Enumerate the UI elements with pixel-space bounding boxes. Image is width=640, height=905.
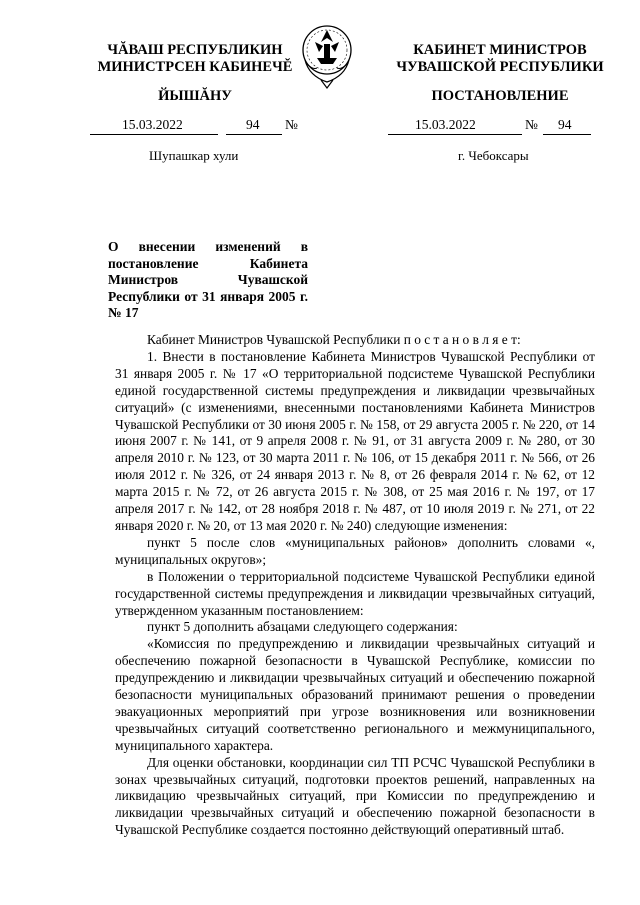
right-number-underline: [543, 133, 591, 135]
right-date: 15.03.2022: [415, 117, 476, 132]
header-left: [90, 42, 300, 76]
paragraph-intro: Кабинет Министров Чувашской Республики п о с т а н о в л я е т:: [147, 332, 521, 347]
paragraph-1: 1. Внести в постановление Кабинета Министров Чувашской Республики от 31 января 2005 г. № 17 «О территориальной подсистеме Чувашской Республики единой государственной системы предупреждения и ликвидации чрезвычайных ситуаций» (с изменениями, внесенными постановлениями Кабинета Министров Чувашской Республики от 30 июня 2005 г. № 158, от 29 августа 2005 г. № 220, от 14 июня 2007 г. № 141, от 9 апреля 2008 г. № 91, от 31 августа 2009 г. № 280, от 30 апреля 2010 г. № 123, от 30 марта 2011 г. № 106, от 15 декабря 2011 г. № 566, от 26 июля 2012 г. № 326, от 24 января 2013 г. № 8, от 26 февраля 2014 г. № 62, от 12 марта 2015 г. № 72, от 26 августа 2015 г. № 308, от 25 мая 2016 г. № 197, от 17 апреля 2017 г. № 142, от 28 ноября 2018 г. № 487, от 10 июля 2019 г. № 271, от 22 января 2020 г. № 20, от 13 мая 2020 г. № 240) следующие изменения:: [115, 348, 595, 533]
header-left-line1: ЧĂВАШ РЕСПУБЛИКИН: [107, 42, 283, 58]
document-title: О внесении изменений в постановление Кабинета Министров Чувашской Республики от 31 января 2005 г. № 17: [108, 239, 308, 320]
header-right-doc-type: ПОСТАНОВЛЕНИЕ: [431, 88, 569, 104]
header-right: [390, 42, 610, 76]
paragraph-2: пункт 5 после слов «муниципальных районов» дополнить словами «, муниципальных округов»;: [115, 534, 595, 567]
paragraph-5: «Комиссия по предупреждению и ликвидации чрезвычайных ситуаций и обеспечению пожарной безопасности в Чувашской Республике, комиссии по предупреждению и ликвидации чрезвычайных ситуаций и обеспечению пожарной безопасности муниципальных образований принимают решения о проведении эвакуационных мероприятий при угрозе возникновения или возникновении чрезвычайных ситуаций соответственно регионального и межмуниципального, муниципального характера.: [115, 636, 595, 753]
header-left-doc-type: ЙЫШĂНУ: [158, 88, 232, 104]
right-date-underline: [388, 133, 522, 135]
paragraph-4: пункт 5 дополнить абзацами следующего содержания:: [147, 619, 458, 635]
place-right: г. Чебоксары: [458, 148, 529, 163]
left-num-sign: №: [285, 117, 298, 132]
header-right-line2: ЧУВАШСКОЙ РЕСПУБЛИКИ: [396, 59, 604, 75]
place-left: Шупашкар хули: [149, 148, 239, 163]
emblem-icon: [297, 20, 357, 92]
left-number-underline: [226, 133, 282, 135]
left-date: 15.03.2022: [122, 117, 183, 132]
right-number: 94: [558, 117, 572, 132]
document-body: [115, 332, 595, 839]
header-right-line1: КАБИНЕТ МИНИСТРОВ: [413, 42, 587, 58]
left-date-underline: [90, 133, 218, 135]
right-num-sign: №: [525, 117, 538, 132]
paragraph-6: Для оценки обстановки, координации сил ТП РСЧС Чувашской Республики в зонах чрезвычайных ситуаций, подготовки проектов решений, направленных на ликвидацию чрезвычайных ситуаций, при Комиссии по предупреждению и ликвидации чрезвычайных ситуаций и обеспечению пожарной безопасности в Чувашской Республике создается постоянно действующий оперативный штаб.: [115, 754, 595, 838]
left-number: 94: [246, 117, 260, 132]
paragraph-3: в Положении о территориальной подсистеме Чувашской Республики единой государственной системы предупреждения и ликвидации чрезвычайных ситуаций, утвержденном указанным постановлением:: [115, 568, 595, 618]
header-left-line2: МИНИСТРСЕН КАБИНЕЧĔ: [97, 59, 293, 75]
